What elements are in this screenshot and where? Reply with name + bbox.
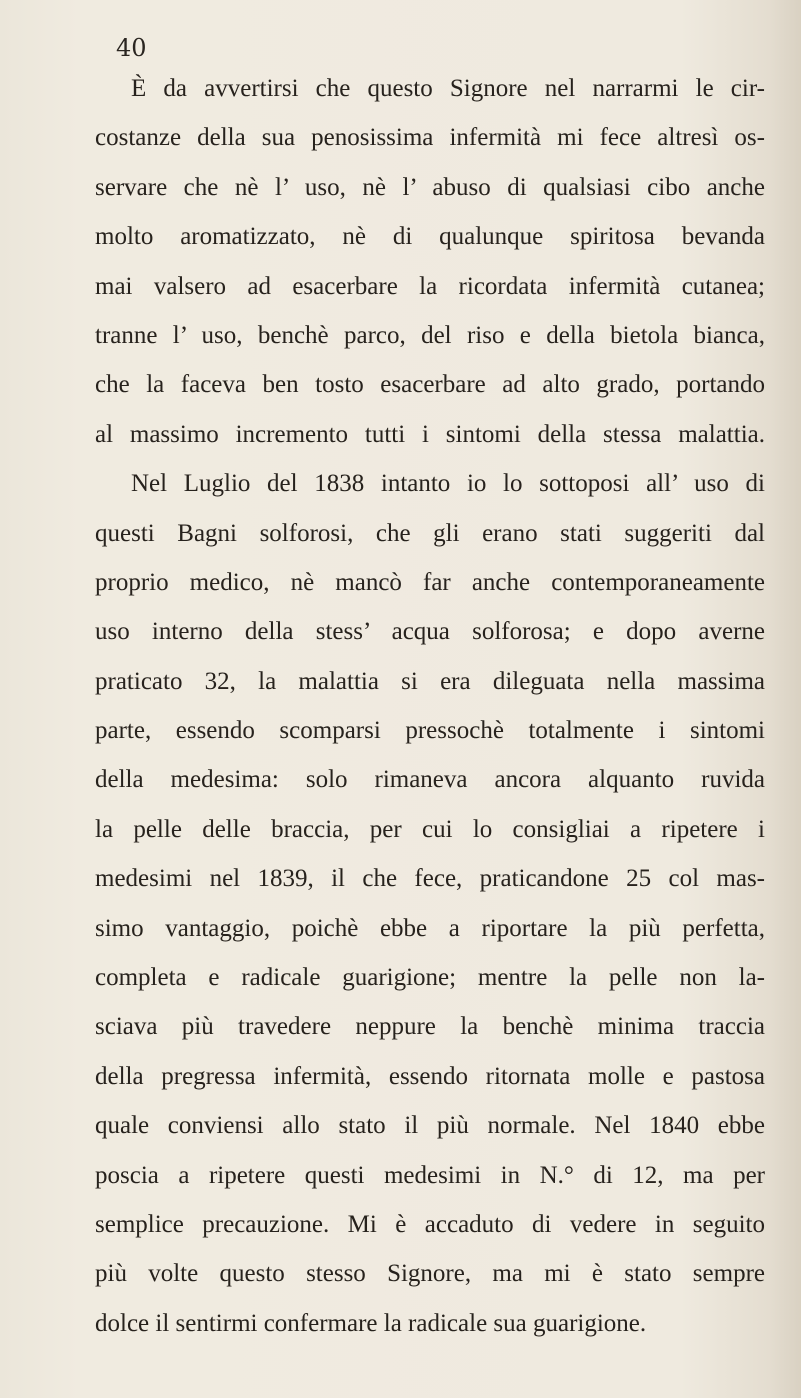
- text-line: della medesima: solo rimaneva ancora alquanto ruvida: [95, 766, 765, 794]
- text-line: costanze della sua penosissima infermità mi fece altresì os-: [95, 124, 765, 152]
- text-line: della pregressa infermità, essendo ritornata molle e pastosa: [95, 1062, 765, 1090]
- text-line: medesimi nel 1839, il che fece, praticandone 25 col mas-: [95, 865, 765, 893]
- text-line: molto aromatizzato, nè di qualunque spiritosa bevanda: [95, 223, 765, 251]
- text-line: che la faceva ben tosto esacerbare ad alto grado, portando: [95, 371, 765, 399]
- text-line: poscia a ripetere questi medesimi in N.° di 12, ma per: [95, 1161, 765, 1189]
- text-line: parte, essendo scomparsi pressochè totalmente i sintomi: [95, 717, 765, 745]
- text-line: più volte questo stesso Signore, ma mi è stato sempre: [95, 1260, 765, 1288]
- text-line: servare che nè l’ uso, nè l’ abuso di qualsiasi cibo anche: [95, 173, 765, 201]
- text-line: simo vantaggio, poichè ebbe a riportare la più perfetta,: [95, 914, 765, 942]
- text-line: È da avvertirsi che questo Signore nel narrarmi le cir-: [131, 75, 765, 102]
- text-line: sciava più travedere neppure la benchè minima traccia: [95, 1013, 765, 1041]
- text-line: al massimo incremento tutti i sintomi della stessa malattia.: [95, 420, 765, 448]
- text-line: completa e radicale guarigione; mentre la pelle non la-: [95, 964, 765, 992]
- text-line: quale conviensi allo stato il più normale. Nel 1840 ebbe: [95, 1112, 765, 1140]
- text-line: mai valsero ad esacerbare la ricordata infermità cutanea;: [95, 272, 765, 300]
- page-number: 40: [116, 34, 147, 62]
- text-line: proprio medico, nè mancò far anche contemporaneamente: [95, 568, 765, 596]
- text-line: praticato 32, la malattia si era dileguata nella massima: [95, 667, 765, 695]
- text-line: Nel Luglio del 1838 intanto io lo sottoposi all’ uso di: [131, 470, 765, 498]
- text-line: semplice precauzione. Mi è accaduto di vedere in seguito: [95, 1210, 765, 1238]
- text-line: uso interno della stess’ acqua solforosa; e dopo averne: [95, 618, 765, 646]
- text-line: tranne l’ uso, benchè parco, del riso e della bietola bianca,: [95, 321, 765, 349]
- body-text: [95, 64, 765, 1348]
- text-line: dolce il sentirmi confermare la radicale sua guarigione.: [95, 1309, 647, 1337]
- text-line: la pelle delle braccia, per cui lo consigliai a ripetere i: [95, 815, 765, 843]
- text-line: questi Bagni solforosi, che gli erano stati suggeriti dal: [95, 519, 765, 547]
